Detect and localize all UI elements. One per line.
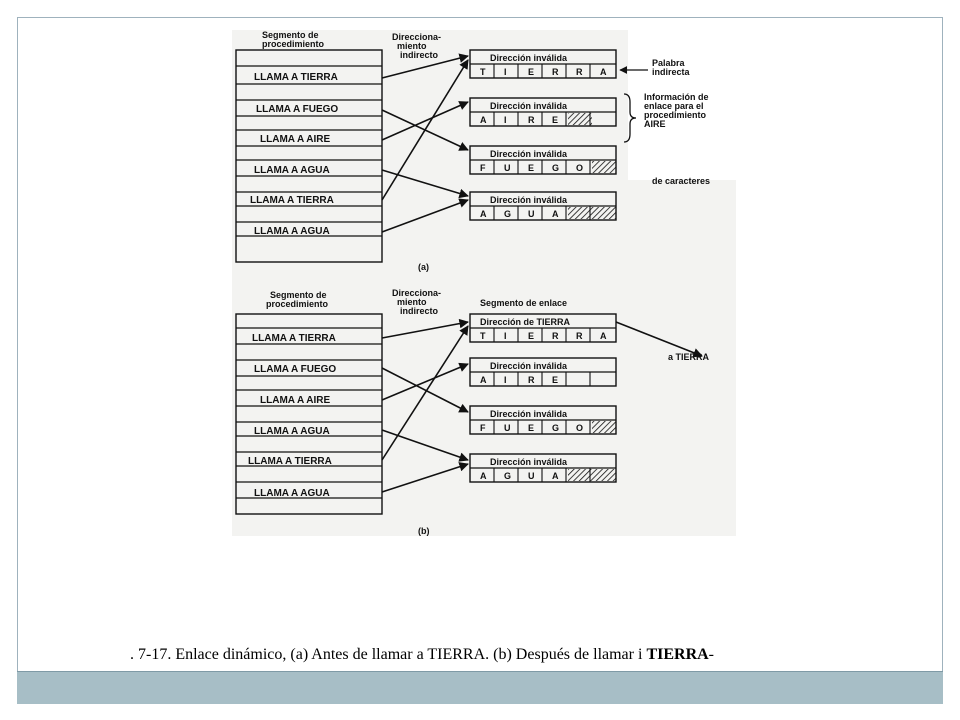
call-row-b-4: LLAMA A TIERRA (248, 456, 332, 467)
char-cell-a-3-3: A (552, 209, 559, 219)
proc-title-a-1: Segmento de (262, 30, 319, 40)
char-cell-a-0-1: I (504, 67, 507, 77)
char-cell-a-0-0: T (480, 67, 486, 77)
char-cell-b-2-0: F (480, 423, 486, 433)
call-row-a-4: LLAMA A TIERRA (250, 195, 334, 206)
char-cell-b-2-1: U (504, 423, 511, 433)
block-b-1-header: Dirección inválida (490, 361, 568, 371)
arrow-label-tierra: a TIERRA (668, 352, 710, 362)
char-cell-a-3-2: U (528, 209, 535, 219)
block-b-0-header: Dirección de TIERRA (480, 317, 571, 327)
char-cell-a-2-0: F (480, 163, 486, 173)
note-info-3: procedimiento (644, 110, 707, 120)
call-row-a-5: LLAMA A AGUA (254, 226, 330, 237)
caption-bold: TIERRA (646, 646, 709, 663)
char-cell-a-2-2: E (528, 163, 535, 173)
char-cell-b-3-3: A (552, 471, 559, 481)
char-cell-b-3-1: G (504, 471, 512, 481)
indirect-label-b-3: indirecto (400, 306, 439, 316)
caption-text: . 7-17. Enlace dinámico, (a) Antes de llamar a TIERRA. (b) Después de llamar i (130, 646, 647, 663)
char-cell-b-1-2: R (528, 375, 535, 385)
figure-svg (232, 30, 736, 536)
block-b-3-header: Dirección inválida (490, 457, 568, 467)
footer-bar (17, 671, 943, 704)
char-cell-b-0-0: T (480, 331, 486, 341)
call-row-b-5: LLAMA A AGUA (254, 488, 330, 499)
indirect-label-b-2: miento (397, 297, 427, 307)
proc-title-b-2: procedimiento (266, 299, 329, 309)
call-row-a-0: LLAMA A TIERRA (254, 72, 338, 83)
char-cell-a-0-5: A (600, 67, 607, 77)
link-segment-title: Segmento de enlace (480, 298, 568, 308)
char-cell-a-0-3: R (552, 67, 559, 77)
note-info-2: enlace para el (644, 101, 704, 111)
char-cell-b-3-0: A (480, 471, 487, 481)
block-b-2-header: Dirección inválida (490, 409, 568, 419)
char-cell-b-2-3: G (552, 423, 560, 433)
figure-a-label: (a) (418, 262, 429, 272)
call-row-a-1: LLAMA A FUEGO (256, 104, 339, 115)
char-cell-a-1-2: R (528, 115, 535, 125)
proc-title-b-1: Segmento de (270, 290, 327, 300)
block-a-3-header: Dirección inválida (490, 195, 568, 205)
char-cell-a-3-1: G (504, 209, 512, 219)
note-palabra-1: Palabra (652, 58, 685, 68)
figure-b-label: (b) (418, 526, 430, 536)
call-row-b-2: LLAMA A AIRE (260, 395, 331, 406)
char-cell-b-3-2: U (528, 471, 535, 481)
call-row-a-3: LLAMA A AGUA (254, 165, 330, 176)
proc-title-a-2: procedimiento (262, 39, 325, 49)
char-cell-a-2-3: G (552, 163, 560, 173)
char-cell-b-1-0: A (480, 375, 487, 385)
caption-tail: - (708, 646, 714, 663)
dynamic-linking-figure (232, 30, 736, 536)
block-a-1-header: Dirección inválida (490, 101, 568, 111)
char-cell-b-0-5: A (600, 331, 607, 341)
char-cell-b-0-4: R (576, 331, 583, 341)
char-cell-a-2-1: U (504, 163, 511, 173)
call-row-b-1: LLAMA A FUEGO (254, 364, 337, 375)
indirect-label-a-3: indirecto (400, 50, 439, 60)
char-cell-b-1-1: I (504, 375, 507, 385)
char-cell-a-0-4: R (576, 67, 583, 77)
char-cell-a-1-1: I (504, 115, 507, 125)
note-palabra-2: indirecta (652, 67, 690, 77)
char-cell-b-1-3: E (552, 375, 559, 385)
call-row-a-2: LLAMA A AIRE (260, 134, 331, 145)
figure-caption (130, 646, 714, 664)
block-a-0-header: Dirección inválida (490, 53, 568, 63)
char-cell-a-3-0: A (480, 209, 487, 219)
char-cell-a-1-0: A (480, 115, 487, 125)
char-cell-b-0-1: I (504, 331, 507, 341)
note-caracteres: de caracteres (652, 176, 711, 186)
char-cell-b-0-3: R (552, 331, 559, 341)
indirect-label-b-1: Direcciona- (392, 288, 442, 298)
char-cell-b-2-2: E (528, 423, 535, 433)
char-cell-b-2-4: O (576, 423, 584, 433)
note-info-4: AIRE (644, 119, 666, 129)
char-cell-a-1-3: E (552, 115, 559, 125)
note-info-1: Información de (644, 92, 709, 102)
char-cell-a-0-2: E (528, 67, 535, 77)
char-cell-a-2-4: O (576, 163, 584, 173)
char-cell-b-0-2: E (528, 331, 535, 341)
block-a-2-header: Dirección inválida (490, 149, 568, 159)
call-row-b-0: LLAMA A TIERRA (252, 333, 336, 344)
indirect-label-a-2: miento (397, 41, 427, 51)
call-row-b-3: LLAMA A AGUA (254, 426, 330, 437)
indirect-label-a-1: Direcciona- (392, 32, 442, 42)
